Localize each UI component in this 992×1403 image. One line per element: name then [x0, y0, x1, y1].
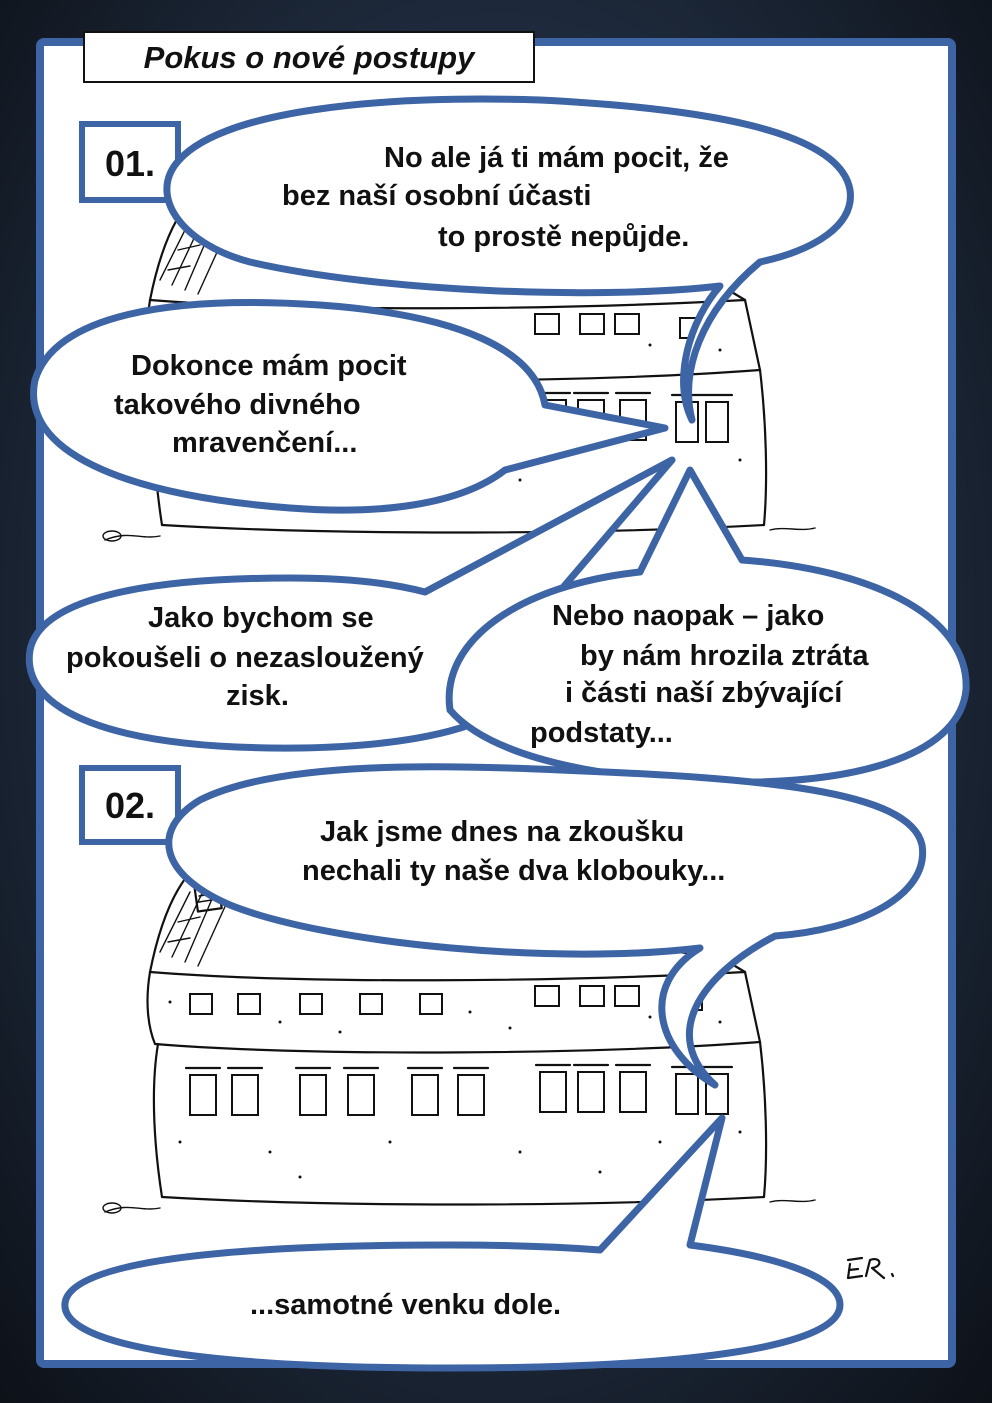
page-title: Pokus o nové postupy — [143, 40, 475, 75]
bubble-1-text: No ale já ti mám pocit, že bez naší osobní účasti to prostě nepůjde. — [282, 142, 729, 253]
bubble-3-text: Jako bychom se pokoušeli o nezasloužený zisk. — [66, 602, 424, 712]
bubble-4-text: Nebo naopak – jako by nám hrozila ztráta i části naší zbývající podstaty... — [530, 600, 869, 749]
panel-number: 01. — [104, 143, 156, 184]
bubble-5-text: Jak jsme dnes na zkoušku nechali ty naše dva klobouky... — [302, 816, 726, 887]
bubble-2-text: Dokonce mám pocit takového divného mravenčení... — [114, 350, 407, 459]
title-box — [84, 32, 534, 82]
panel-number: 02. — [104, 785, 156, 826]
bubble-6-text: ...samotné venku dole. — [250, 1289, 562, 1321]
